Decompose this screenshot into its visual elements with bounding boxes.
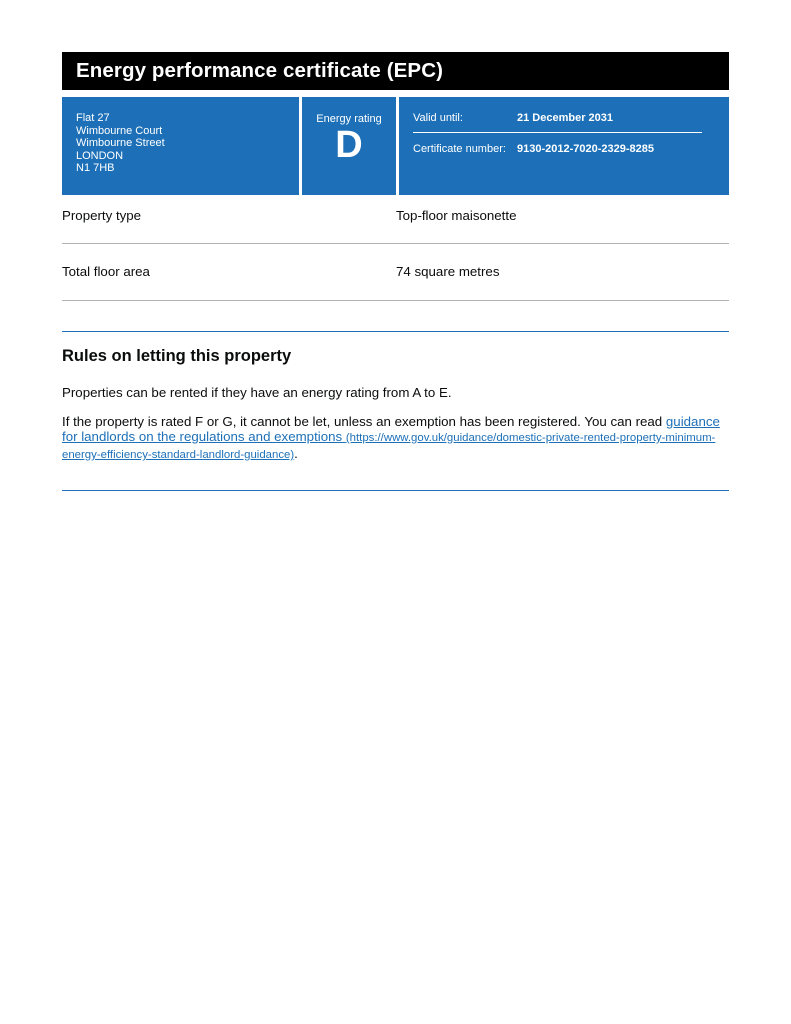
valid-until-value: 21 December 2031 xyxy=(517,112,614,124)
address-line-3: Wimbourne Street xyxy=(76,137,165,150)
letting-rules-section xyxy=(62,331,729,463)
property-type-row xyxy=(62,195,729,244)
property-address xyxy=(62,97,299,195)
landlord-guidance-link-text: guidance for landlords on the regulations and exemptions xyxy=(62,414,720,444)
landlord-guidance-url: (https://www.gov.uk/guidance/domestic-private-rented-property-minimum-energy-efficiency-standard-landlord-guidance) xyxy=(62,432,716,461)
floor-area-label: Total floor area xyxy=(62,264,150,279)
energy-rating-band: D xyxy=(335,124,363,166)
letting-rules-paragraph-1: Properties can be rented if they have an energy rating from A to E. xyxy=(62,385,452,400)
certificate-divider xyxy=(413,132,702,133)
certificate-details xyxy=(399,97,729,195)
epc-page xyxy=(62,52,729,491)
section-divider xyxy=(62,490,729,491)
valid-until-label: Valid until: xyxy=(413,112,463,124)
address-postcode: N1 7HB xyxy=(76,162,115,175)
property-type-label: Property type xyxy=(62,208,142,223)
energy-rating-label: Energy rating xyxy=(316,113,382,125)
valid-until-row xyxy=(413,112,702,124)
energy-rating-box xyxy=(302,97,396,195)
floor-area-value: 74 square metres xyxy=(396,264,500,279)
summary-panel xyxy=(62,97,729,195)
letting-rules-heading: Rules on letting this property xyxy=(62,347,292,365)
letting-rules-end: . xyxy=(294,446,298,461)
certificate-number-value: 9130-2012-7020-2329-8285 xyxy=(517,143,655,155)
address-line-1: Flat 27 xyxy=(76,112,110,124)
address-line-4: LONDON xyxy=(76,149,124,162)
letting-rules-text: If the property is rated F or G, it cannot be let, unless an exemption has been registered. You can read xyxy=(62,414,666,429)
address-line-2: Wimbourne Court xyxy=(76,124,163,137)
property-type-value: Top-floor maisonette xyxy=(396,208,517,223)
floor-area-row xyxy=(62,244,729,301)
page-title: Energy performance certificate (EPC) xyxy=(76,59,444,82)
certificate-number-row xyxy=(413,143,702,155)
title-bar xyxy=(62,52,729,90)
letting-rules-paragraph-2 xyxy=(62,414,729,463)
certificate-number-label: Certificate number: xyxy=(413,143,506,155)
